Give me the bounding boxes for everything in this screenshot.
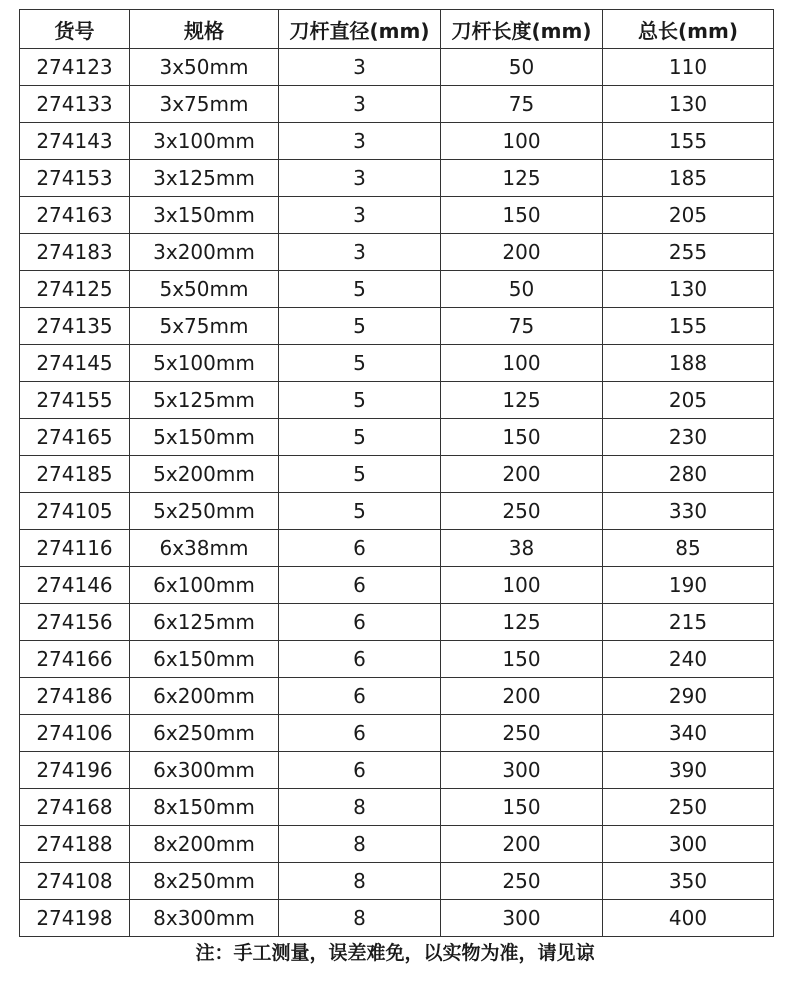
table-row — [20, 419, 774, 456]
spec-cell: 5x250mm — [130, 493, 279, 530]
shank-diameter-cell: 6 — [279, 641, 441, 678]
item-no-cell: 274185 — [20, 456, 130, 493]
table-row — [20, 123, 774, 160]
table-row — [20, 493, 774, 530]
header-spec: 规格 — [130, 10, 279, 49]
shank-length-cell: 300 — [441, 900, 603, 937]
shank-length-cell: 50 — [441, 271, 603, 308]
shank-diameter-cell: 8 — [279, 826, 441, 863]
spec-cell: 5x75mm — [130, 308, 279, 345]
shank-diameter-cell: 6 — [279, 604, 441, 641]
total-length-cell: 330 — [603, 493, 774, 530]
spec-cell: 8x150mm — [130, 789, 279, 826]
shank-diameter-cell: 8 — [279, 863, 441, 900]
shank-length-cell: 100 — [441, 567, 603, 604]
shank-length-cell: 125 — [441, 160, 603, 197]
spec-cell: 6x250mm — [130, 715, 279, 752]
shank-diameter-cell: 6 — [279, 530, 441, 567]
table-row — [20, 752, 774, 789]
table-row — [20, 900, 774, 937]
spec-cell: 6x200mm — [130, 678, 279, 715]
item-no-cell: 274198 — [20, 900, 130, 937]
table-row — [20, 641, 774, 678]
table-row — [20, 826, 774, 863]
shank-length-cell: 100 — [441, 345, 603, 382]
spec-cell: 3x150mm — [130, 197, 279, 234]
total-length-cell: 190 — [603, 567, 774, 604]
item-no-cell: 274163 — [20, 197, 130, 234]
item-no-cell: 274155 — [20, 382, 130, 419]
table-row — [20, 49, 774, 86]
shank-diameter-cell: 5 — [279, 493, 441, 530]
item-no-cell: 274168 — [20, 789, 130, 826]
spec-cell: 3x200mm — [130, 234, 279, 271]
shank-length-cell: 38 — [441, 530, 603, 567]
spec-cell: 5x50mm — [130, 271, 279, 308]
spec-cell: 3x125mm — [130, 160, 279, 197]
total-length-cell: 188 — [603, 345, 774, 382]
shank-diameter-cell: 6 — [279, 715, 441, 752]
shank-diameter-cell: 5 — [279, 456, 441, 493]
total-length-cell: 130 — [603, 271, 774, 308]
item-no-cell: 274123 — [20, 49, 130, 86]
total-length-cell: 230 — [603, 419, 774, 456]
table-row — [20, 456, 774, 493]
shank-diameter-cell: 8 — [279, 900, 441, 937]
item-no-cell: 274135 — [20, 308, 130, 345]
total-length-cell: 400 — [603, 900, 774, 937]
spec-cell: 8x200mm — [130, 826, 279, 863]
shank-length-cell: 125 — [441, 604, 603, 641]
shank-diameter-cell: 3 — [279, 86, 441, 123]
spec-cell: 6x150mm — [130, 641, 279, 678]
item-no-cell: 274125 — [20, 271, 130, 308]
table-row — [20, 604, 774, 641]
total-length-cell: 205 — [603, 197, 774, 234]
item-no-cell: 274133 — [20, 86, 130, 123]
table-row — [20, 789, 774, 826]
shank-diameter-cell: 5 — [279, 271, 441, 308]
shank-diameter-cell: 3 — [279, 49, 441, 86]
item-no-cell: 274196 — [20, 752, 130, 789]
total-length-cell: 85 — [603, 530, 774, 567]
table-row — [20, 567, 774, 604]
item-no-cell: 274146 — [20, 567, 130, 604]
table-row — [20, 86, 774, 123]
shank-diameter-cell: 5 — [279, 419, 441, 456]
table-row — [20, 530, 774, 567]
spec-cell: 3x75mm — [130, 86, 279, 123]
item-no-cell: 274188 — [20, 826, 130, 863]
shank-diameter-cell: 5 — [279, 345, 441, 382]
item-no-cell: 274166 — [20, 641, 130, 678]
spec-table-container — [19, 9, 773, 937]
spec-table — [19, 9, 774, 937]
table-row — [20, 863, 774, 900]
header-row — [20, 10, 774, 49]
table-row — [20, 308, 774, 345]
table-row — [20, 345, 774, 382]
total-length-cell: 155 — [603, 308, 774, 345]
spec-cell: 6x300mm — [130, 752, 279, 789]
shank-length-cell: 150 — [441, 197, 603, 234]
spec-cell: 6x125mm — [130, 604, 279, 641]
shank-diameter-cell: 8 — [279, 789, 441, 826]
table-body — [20, 49, 774, 937]
shank-length-cell: 200 — [441, 456, 603, 493]
item-no-cell: 274186 — [20, 678, 130, 715]
table-row — [20, 160, 774, 197]
shank-diameter-cell: 3 — [279, 160, 441, 197]
total-length-cell: 155 — [603, 123, 774, 160]
total-length-cell: 390 — [603, 752, 774, 789]
table-row — [20, 234, 774, 271]
shank-length-cell: 250 — [441, 863, 603, 900]
spec-cell: 3x100mm — [130, 123, 279, 160]
shank-diameter-cell: 3 — [279, 197, 441, 234]
spec-cell: 5x150mm — [130, 419, 279, 456]
shank-length-cell: 150 — [441, 419, 603, 456]
shank-length-cell: 250 — [441, 715, 603, 752]
shank-length-cell: 75 — [441, 308, 603, 345]
shank-length-cell: 200 — [441, 234, 603, 271]
shank-diameter-cell: 3 — [279, 234, 441, 271]
spec-cell: 3x50mm — [130, 49, 279, 86]
spec-cell: 5x200mm — [130, 456, 279, 493]
shank-diameter-cell: 3 — [279, 123, 441, 160]
total-length-cell: 110 — [603, 49, 774, 86]
header-total-length: 总长(mm) — [603, 10, 774, 49]
measurement-note: 注：手工测量，误差难免，以实物为准，请见谅 — [195, 942, 595, 964]
spec-cell: 5x100mm — [130, 345, 279, 382]
spec-cell: 8x250mm — [130, 863, 279, 900]
shank-diameter-cell: 6 — [279, 567, 441, 604]
total-length-cell: 290 — [603, 678, 774, 715]
shank-length-cell: 200 — [441, 678, 603, 715]
shank-length-cell: 250 — [441, 493, 603, 530]
shank-diameter-cell: 5 — [279, 308, 441, 345]
item-no-cell: 274116 — [20, 530, 130, 567]
header-shank-length: 刀杆长度(mm) — [441, 10, 603, 49]
shank-length-cell: 125 — [441, 382, 603, 419]
total-length-cell: 215 — [603, 604, 774, 641]
item-no-cell: 274105 — [20, 493, 130, 530]
total-length-cell: 240 — [603, 641, 774, 678]
item-no-cell: 274156 — [20, 604, 130, 641]
item-no-cell: 274183 — [20, 234, 130, 271]
table-row — [20, 382, 774, 419]
table-header — [20, 10, 774, 49]
total-length-cell: 130 — [603, 86, 774, 123]
shank-diameter-cell: 6 — [279, 678, 441, 715]
item-no-cell: 274145 — [20, 345, 130, 382]
shank-length-cell: 150 — [441, 641, 603, 678]
total-length-cell: 250 — [603, 789, 774, 826]
item-no-cell: 274153 — [20, 160, 130, 197]
spec-cell: 5x125mm — [130, 382, 279, 419]
shank-diameter-cell: 5 — [279, 382, 441, 419]
header-item-no: 货号 — [20, 10, 130, 49]
header-shank-diameter: 刀杆直径(mm) — [279, 10, 441, 49]
shank-diameter-cell: 6 — [279, 752, 441, 789]
shank-length-cell: 100 — [441, 123, 603, 160]
total-length-cell: 340 — [603, 715, 774, 752]
table-row — [20, 678, 774, 715]
shank-length-cell: 50 — [441, 49, 603, 86]
table-row — [20, 197, 774, 234]
table-row — [20, 271, 774, 308]
total-length-cell: 255 — [603, 234, 774, 271]
shank-length-cell: 150 — [441, 789, 603, 826]
item-no-cell: 274143 — [20, 123, 130, 160]
total-length-cell: 205 — [603, 382, 774, 419]
spec-cell: 8x300mm — [130, 900, 279, 937]
shank-length-cell: 200 — [441, 826, 603, 863]
total-length-cell: 350 — [603, 863, 774, 900]
shank-length-cell: 300 — [441, 752, 603, 789]
total-length-cell: 300 — [603, 826, 774, 863]
item-no-cell: 274165 — [20, 419, 130, 456]
item-no-cell: 274108 — [20, 863, 130, 900]
spec-cell: 6x38mm — [130, 530, 279, 567]
total-length-cell: 280 — [603, 456, 774, 493]
table-row — [20, 715, 774, 752]
spec-cell: 6x100mm — [130, 567, 279, 604]
total-length-cell: 185 — [603, 160, 774, 197]
item-no-cell: 274106 — [20, 715, 130, 752]
shank-length-cell: 75 — [441, 86, 603, 123]
